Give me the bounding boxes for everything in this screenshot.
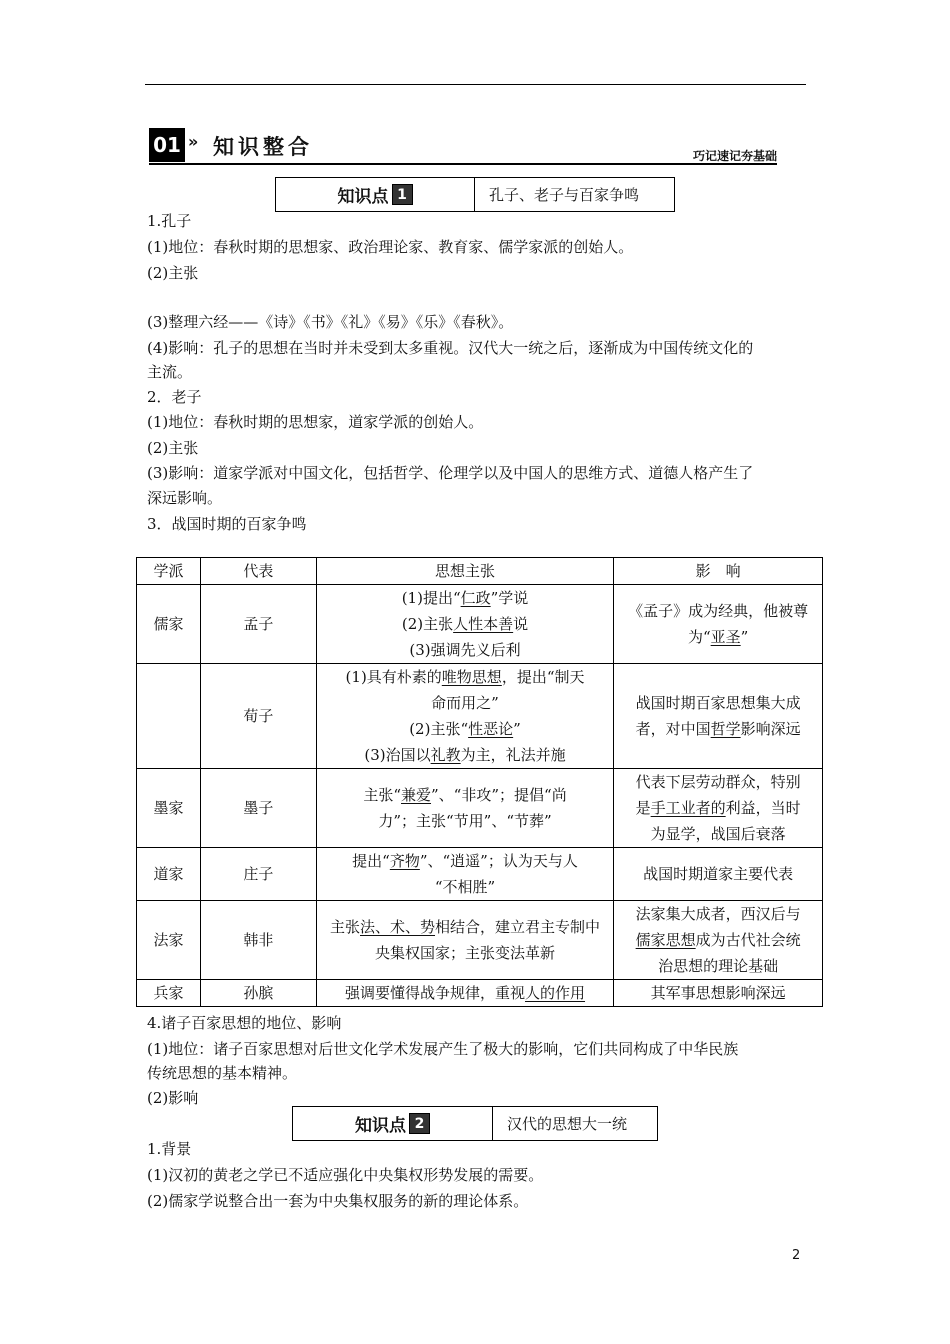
top-rule [145, 84, 806, 85]
text-line: 主流。 [147, 363, 193, 381]
school-cell: 墨家 [137, 769, 201, 848]
school-cell: 儒家 [137, 585, 201, 664]
impact-cell: 其军事思想影响深远 [614, 980, 823, 1007]
text-line: (3)影响：道家学派对中国文化，包括哲学、伦理学以及中国人的思维方式、道德人格产生了 [147, 464, 754, 482]
idea-cell: 提出“齐物”、“逍遥”；认为天与人 “不相胜” [316, 848, 614, 901]
table-row [137, 769, 823, 848]
school-cell: 道家 [137, 848, 201, 901]
impact-cell: 战国时期道家主要代表 [614, 848, 823, 901]
table-row [137, 848, 823, 901]
representative-cell: 庄子 [200, 848, 316, 901]
section-number: 01 [149, 128, 185, 162]
school-cell [137, 664, 201, 769]
text-line: 传统思想的基本精神。 [147, 1064, 298, 1082]
text-line: (2)主张 [147, 264, 199, 282]
table-row [137, 901, 823, 980]
text-line: (1)汉初的黄老之学已不适应强化中央集权形势发展的需要。 [147, 1166, 544, 1184]
representative-cell: 荀子 [200, 664, 316, 769]
school-cell: 兵家 [137, 980, 201, 1007]
table-header-row [137, 558, 823, 585]
text-line: (3)整理六经——《诗》《书》《礼》《易》《乐》《春秋》。 [147, 313, 514, 331]
column-header: 学派 [137, 558, 201, 585]
heading-hundred-schools: 3．战国时期的百家争鸣 [147, 515, 307, 533]
schools-table [136, 557, 823, 1007]
text-line: (1)地位：诸子百家思想对后世文化学术发展产生了极大的影响，它们共同构成了中华民族 [147, 1040, 739, 1058]
school-cell: 法家 [137, 901, 201, 980]
idea-cell: 主张“兼爱”、“非攻”；提倡“尚 力”；主张“节用”、“节葬” [316, 769, 614, 848]
knowledge-point-topic: 孔子、老子与百家争鸣 [489, 186, 640, 204]
banner-rule [149, 163, 777, 165]
impact-cell: 战国时期百家思想集大成 者，对中国哲学影响深远 [614, 664, 823, 769]
text-line: (2)影响 [147, 1089, 199, 1107]
column-header: 思想主张 [316, 558, 614, 585]
impact-cell: 法家集大成者，西汉后与 儒家思想成为古代社会统 治思想的理论基础 [614, 901, 823, 980]
heading-background: 1.背景 [147, 1140, 192, 1158]
impact-cell: 代表下层劳动群众，特别 是手工业者的利益，当时 为显学，战国后衰落 [614, 769, 823, 848]
column-header: 影 响 [614, 558, 823, 585]
impact-cell: 《孟子》成为经典，他被尊 为“亚圣” [614, 585, 823, 664]
representative-cell: 墨子 [200, 769, 316, 848]
knowledge-point-number: 1 [392, 184, 413, 205]
knowledge-point-2 [292, 1106, 658, 1141]
representative-cell: 韩非 [200, 901, 316, 980]
idea-cell: 强调要懂得战争规律，重视人的作用 [316, 980, 614, 1007]
section-subtitle: 巧记速记夯基础 [692, 149, 777, 163]
heading-confucius: 1.孔子 [147, 212, 192, 230]
table-row [137, 980, 823, 1007]
idea-cell: 主张法、术、势相结合，建立君主专制中 央集权国家；主张变法革新 [316, 901, 614, 980]
section-title: 知识整合 [213, 135, 313, 159]
idea-cell: (1)提出“仁政”学说 (2)主张人性本善说 (3)强调先义后利 [316, 585, 614, 664]
text-line: 深远影响。 [147, 489, 223, 507]
column-header: 代表 [200, 558, 316, 585]
knowledge-point-number: 2 [409, 1113, 430, 1134]
representative-cell: 孟子 [200, 585, 316, 664]
idea-cell: (1)具有朴素的唯物思想，提出“制天 命而用之” (2)主张“性恶论” (3)治国以礼教为主，礼法并施 [316, 664, 614, 769]
text-line: (4)影响：孔子的思想在当时并未受到太多重视。汉代大一统之后，逐渐成为中国传统文化的 [147, 339, 754, 357]
table-row [137, 664, 823, 769]
text-line: (2)主张 [147, 439, 199, 457]
text-line: (2)儒家学说整合出一套为中央集权服务的新的理论体系。 [147, 1192, 529, 1210]
knowledge-point-label: 知识点 [355, 1116, 406, 1136]
arrow-icon: » [188, 132, 199, 151]
heading-status-influence: 4.诸子百家思想的地位、影响 [147, 1014, 342, 1032]
knowledge-point-1 [275, 177, 675, 212]
text-line: (1)地位：春秋时期的思想家，道家学派的创始人。 [147, 413, 484, 431]
knowledge-point-label: 知识点 [337, 187, 389, 207]
text-line: (1)地位：春秋时期的思想家、政治理论家、教育家、儒学家派的创始人。 [147, 238, 634, 256]
knowledge-point-topic: 汉代的思想大一统 [507, 1115, 628, 1133]
table-row [137, 585, 823, 664]
section-banner [149, 128, 777, 164]
heading-laozi: 2．老子 [147, 388, 202, 406]
page-number: 2 [792, 1248, 801, 1263]
representative-cell: 孙膑 [200, 980, 316, 1007]
